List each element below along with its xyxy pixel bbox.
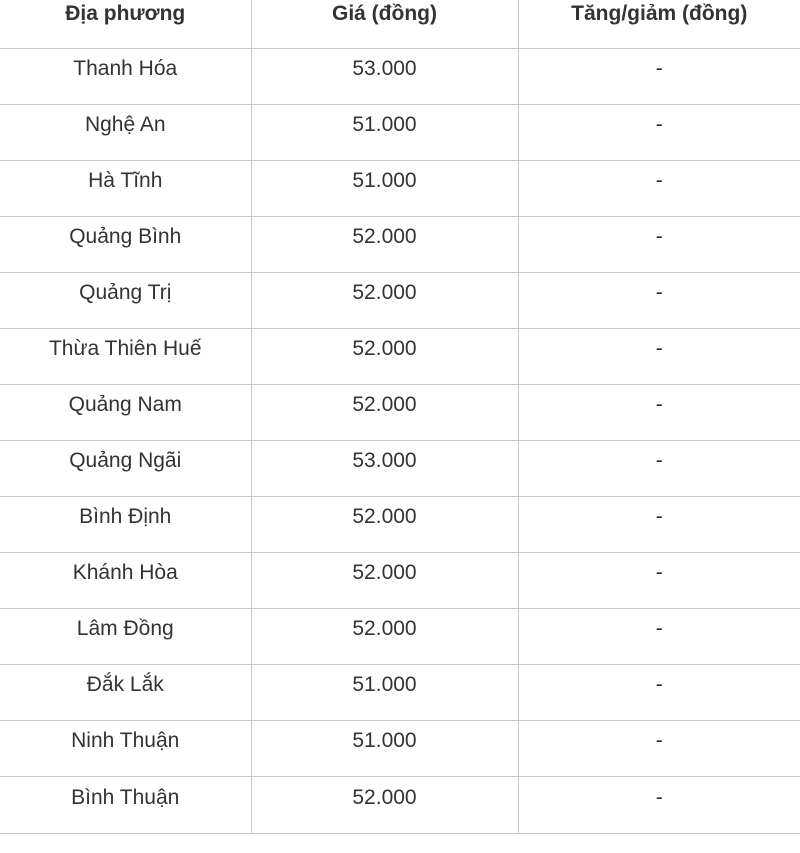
cell-price: 52.000 [251, 384, 518, 440]
cell-change: - [518, 384, 800, 440]
cell-change: - [518, 608, 800, 664]
cell-change: - [518, 104, 800, 160]
cell-change: - [518, 328, 800, 384]
cell-change: - [518, 664, 800, 720]
table-row [0, 216, 800, 272]
cell-region: Quảng Bình [0, 216, 251, 272]
cell-change: - [518, 720, 800, 776]
cell-change: - [518, 440, 800, 496]
cell-region: Đắk Lắk [0, 664, 251, 720]
table-row [0, 160, 800, 216]
cell-region: Bình Thuận [0, 776, 251, 833]
table-row [0, 608, 800, 664]
cell-change: - [518, 216, 800, 272]
cell-change: - [518, 272, 800, 328]
header-price: Giá (đồng) [251, 0, 518, 48]
cell-price: 52.000 [251, 776, 518, 833]
cell-price: 52.000 [251, 272, 518, 328]
cell-region: Khánh Hòa [0, 552, 251, 608]
cell-change: - [518, 48, 800, 104]
table-header [0, 0, 800, 48]
cell-price: 52.000 [251, 608, 518, 664]
cell-price: 51.000 [251, 664, 518, 720]
cell-region: Lâm Đồng [0, 608, 251, 664]
table-row [0, 272, 800, 328]
cell-region: Quảng Trị [0, 272, 251, 328]
cell-price: 53.000 [251, 48, 518, 104]
cell-region: Nghệ An [0, 104, 251, 160]
cell-price: 53.000 [251, 440, 518, 496]
table-row [0, 496, 800, 552]
table-row [0, 104, 800, 160]
table-row [0, 776, 800, 833]
cell-region: Quảng Ngãi [0, 440, 251, 496]
cell-change: - [518, 160, 800, 216]
table-row [0, 48, 800, 104]
cell-region: Quảng Nam [0, 384, 251, 440]
cell-price: 52.000 [251, 328, 518, 384]
header-row [0, 0, 800, 48]
table-row [0, 440, 800, 496]
cell-price: 51.000 [251, 720, 518, 776]
cell-price: 52.000 [251, 552, 518, 608]
cell-price: 51.000 [251, 160, 518, 216]
cell-change: - [518, 776, 800, 833]
cell-price: 51.000 [251, 104, 518, 160]
cell-region: Thanh Hóa [0, 48, 251, 104]
cell-change: - [518, 552, 800, 608]
cell-change: - [518, 496, 800, 552]
cell-price: 52.000 [251, 496, 518, 552]
cell-region: Bình Định [0, 496, 251, 552]
cell-region: Thừa Thiên Huế [0, 328, 251, 384]
table-row [0, 328, 800, 384]
table-row [0, 552, 800, 608]
cell-region: Hà Tĩnh [0, 160, 251, 216]
header-region: Địa phương [0, 0, 251, 48]
table-row [0, 664, 800, 720]
header-change: Tăng/giảm (đồng) [518, 0, 800, 48]
table-row [0, 720, 800, 776]
table-body [0, 48, 800, 833]
cell-region: Ninh Thuận [0, 720, 251, 776]
table-row [0, 384, 800, 440]
cell-price: 52.000 [251, 216, 518, 272]
